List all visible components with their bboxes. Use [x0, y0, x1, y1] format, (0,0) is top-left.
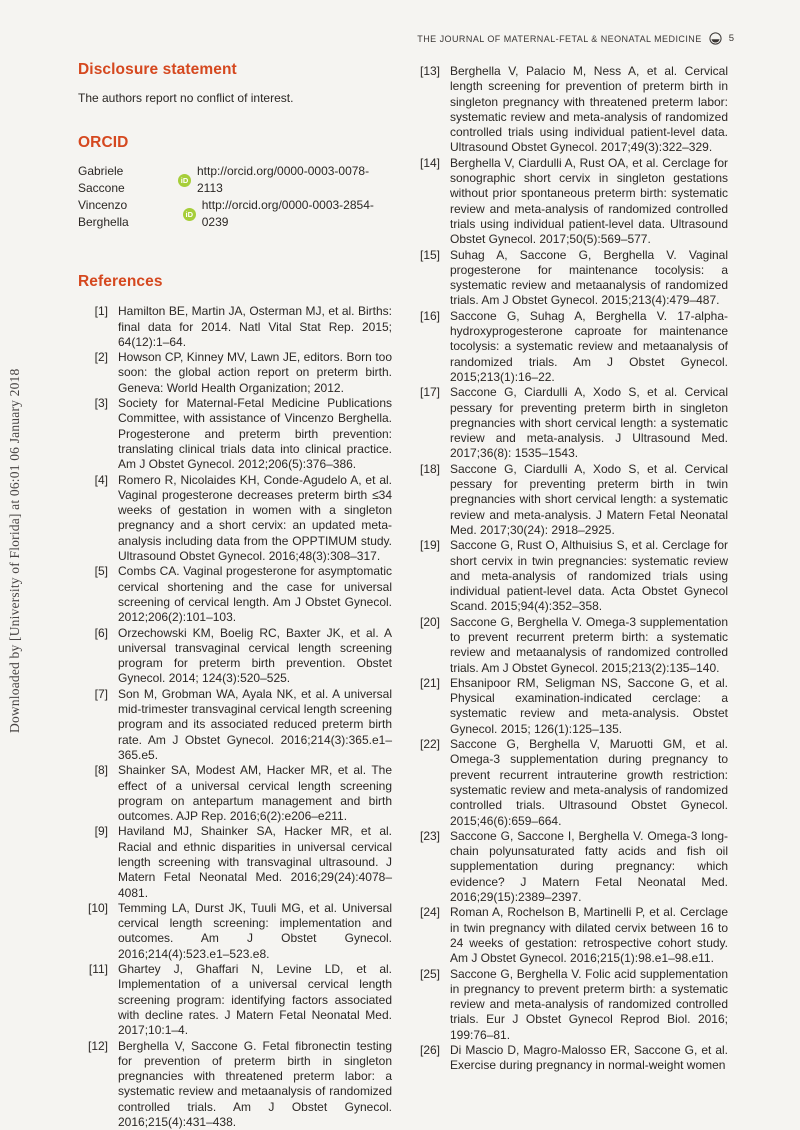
reference-number: [3] — [94, 396, 108, 411]
reference-item — [78, 626, 392, 687]
reference-text: Suhag A, Saccone G, Berghella V. Vaginal progesterone for maintenance tocolysis: a systematic review and metaanalysis of randomized trials. Am J Obstet Gynecol. 2015;213(4):479–487. — [450, 247, 728, 308]
reference-text: Saccone G, Saccone I, Berghella V. Omega-3 long-chain polyunsaturated fatty acids and fish oil supplementation during pregnancy: which evidence? J Matern Fetal Neonatal Med. 2016;29(15):2389–2397. — [450, 828, 728, 905]
reference-number: [2] — [94, 350, 108, 365]
orcid-heading: ORCID — [78, 134, 129, 152]
reference-text: Saccone G, Suhag A, Berghella V. 17-alpha-hydroxyprogesterone caproate for maintenance tocolysis: a systematic review and metaanalysis of randomized trials. Am J Obstet Gynecol. 2015;213(1):16–22. — [450, 308, 728, 384]
orcid-icon: iD — [183, 208, 196, 221]
reference-number: [26] — [419, 1043, 440, 1057]
reference-item — [410, 905, 728, 966]
orcid-icon: iD — [178, 174, 191, 187]
reference-number: [5] — [94, 564, 108, 579]
reference-number: [17] — [419, 385, 440, 400]
reference-text: Shainker SA, Modest AM, Hacker MR, et al. The effect of a universal cervical length screening program on antepartum management and birth outcomes. AJP Rep. 2016;6(2):e206–e211. — [118, 763, 392, 824]
reference-text: Berghella V, Ciardulli A, Rust OA, et al. Cerclage for sonographic short cervix in singleton gestations without prior spontaneous preterm birth: systematic review and meta-analysis of randomized controlled trials using individual patient-level data. Ultrasound Obstet Gynecol. 2017;50(5):569–577. — [450, 155, 728, 247]
orcid-link[interactable]: http://orcid.org/0000-0003-2854-0239 — [201, 198, 374, 230]
orcid-link[interactable]: http://orcid.org/0000-0003-0078-2113 — [196, 164, 370, 196]
orcid-author-name: Vincenzo Berghella — [78, 198, 129, 230]
reference-number: [21] — [419, 675, 440, 690]
orcid-entry — [78, 197, 392, 231]
reference-text: Saccone G, Berghella V, Maruotti GM, et al. Omega-3 supplementation during pregnancy to prevent recurrent intrauterine growth restriction: systematic review and meta-analysis of randomized controlled trials. Ultrasound Obstet Gynecol. 2015;46(6):659–664. — [450, 737, 728, 828]
reference-text: Society for Maternal-Fetal Medicine Publications Committee, with assistance of Vincenzo Berghella. Progesterone and preterm birth prevention: translating clinical trials data into clinical practice. Am J Obstet Gynecol. 2012;206(5):376–386. — [118, 396, 392, 472]
reference-item — [410, 737, 728, 829]
left-column — [78, 60, 392, 1130]
reference-item — [78, 396, 392, 472]
disclosure-body: The authors report no conflict of interest. — [78, 91, 294, 105]
reference-item — [410, 156, 728, 248]
reference-number: [24] — [419, 905, 440, 920]
reference-text: Saccone G, Berghella V. Omega-3 supplementation to prevent recurrent preterm birth: a systematic review and metaanalysis of randomized controlled trials. Am J Obstet Gynecol. 2015;213(2):135–140. — [450, 614, 728, 675]
reference-item — [410, 462, 728, 538]
reference-number: [7] — [94, 686, 108, 701]
reference-text: Orzechowski KM, Boelig RC, Baxter JK, et al. A universal transvaginal cervical length screening program for preterm birth prevention. Obstet Gynecol. 2014; 124(3):520–525. — [118, 625, 392, 686]
journal-title: THE JOURNAL OF MATERNAL-FETAL & NEONATAL MEDICINE — [417, 33, 702, 44]
references-section — [78, 272, 392, 1130]
disclosure-heading: Disclosure statement — [78, 61, 237, 78]
publisher-logo-icon — [709, 32, 722, 45]
reference-item — [78, 962, 392, 1038]
running-head — [417, 32, 734, 45]
reference-item — [78, 824, 392, 900]
reference-number: [11] — [88, 962, 108, 977]
reference-number: [22] — [419, 737, 440, 752]
reference-item — [410, 615, 728, 676]
page-number: 5 — [728, 33, 734, 44]
reference-number: [19] — [419, 538, 440, 553]
reference-text: Berghella V, Palacio M, Ness A, et al. Cervical length screening for prevention of preterm birth in singleton pregnancy with threatened preterm labor: systematic review and meta-analysis of randomized controlled trials using individual patient-level data. Ultrasound Obstet Gynecol. 2017;49(3):322–329. — [450, 64, 728, 155]
reference-number: [8] — [94, 763, 108, 778]
reference-item — [78, 473, 392, 565]
reference-text: Son M, Grobman WA, Ayala NK, et al. A universal mid-trimester transvaginal cervical length screening program and its associated reduced preterm birth rate. Am J Obstet Gynecol. 2016;214(3):365.e1–365.e5. — [118, 686, 392, 762]
reference-number: [16] — [419, 308, 440, 323]
reference-text: Saccone G, Rust O, Althuisius S, et al. Cerclage for short cervix in twin pregnancies: systematic review and meta-analysis of randomized trials using individual patient-level data. Acta Obstet Gynecol Scand. 2015;94(4):352–358. — [450, 538, 728, 614]
reference-number: [9] — [94, 824, 108, 839]
download-watermark: Downloaded by [University of Florida] at 06:01 06 January 2018 — [7, 368, 22, 733]
reference-number: [12] — [87, 1038, 108, 1053]
reference-text: Roman A, Rochelson B, Martinelli P, et al. Cerclage in twin pregnancy with dilated cervix between 16 to 24 weeks of gestation: retrospective cohort study. Am J Obstet Gynecol. 2016;215(1):98.e1–98.e11. — [450, 905, 728, 966]
reference-number: [23] — [419, 828, 440, 843]
reference-item — [78, 564, 392, 625]
reference-item — [410, 967, 728, 1043]
reference-text: Berghella V, Saccone G. Fetal fibronectin testing for prevention of preterm birth in singleton pregnancies with threatened preterm labor: a systematic review and metaanalysis of randomized controlled trials. Am J Obstet Gynecol. 2016;215(4):431–438. — [118, 1038, 392, 1130]
reference-item — [78, 901, 392, 962]
reference-text: Saccone G, Berghella V. Folic acid supplementation in pregnancy to prevent preterm birth: a systematic review and meta-analysis of randomized controlled trials. Eur J Obstet Gynecol Reprod Biol. 2016; 199:76–81. — [450, 966, 728, 1042]
reference-text: Haviland MJ, Shainker SA, Hacker MR, et al. Racial and ethnic disparities in universal cervical length screening with transvaginal ultrasound. J Matern Fetal Neonatal Med. 2016;29(24):4078–4081. — [118, 824, 392, 900]
reference-text: Saccone G, Ciardulli A, Xodo S, et al. Cervical pessary for preventing preterm birth in twin pregnancies with short cervical length: a systematic review and meta-analysis. J Matern Fetal Neonatal Med. 2017;30(24): 2918–2925. — [450, 461, 728, 537]
reference-number: [4] — [94, 472, 108, 487]
reference-text: Romero R, Nicolaides KH, Conde-Agudelo A, et al. Vaginal progesterone decreases preterm birth ≤34 weeks of gestation in women with a singleton pregnancy and a short cervix: an updated meta-analysis including data from the OPPTIMUM study. Ultrasound Obstet Gynecol. 2016;48(3):308–317. — [118, 472, 392, 564]
reference-number: [1] — [94, 304, 108, 319]
reference-item — [410, 248, 728, 309]
reference-text: Hamilton BE, Martin JA, Osterman MJ, et al. Births: final data for 2014. Natl Vital Stat Rep. 2015; 64(12):1–64. — [118, 304, 392, 349]
reference-item — [78, 304, 392, 350]
reference-item — [410, 676, 728, 737]
reference-number: [14] — [419, 155, 440, 170]
reference-number: [20] — [419, 614, 440, 629]
reference-text: Ghartey J, Ghaffari N, Levine LD, et al. Implementation of a universal cervical length screening program: identifying factors associated with decline rates. J Matern Fetal Neonatal Med. 2017;10:1–4. — [118, 962, 392, 1038]
reference-number: [15] — [419, 247, 440, 262]
reference-item — [78, 350, 392, 396]
reference-item — [410, 829, 728, 905]
reference-item — [78, 687, 392, 763]
reference-number: [10] — [87, 900, 108, 915]
reference-text: Temming LA, Durst JK, Tuuli MG, et al. Universal cervical length screening: implementation and outcomes. Am J Obstet Gynecol. 2016;214(4):523.e1–523.e8. — [118, 900, 392, 961]
reference-item — [78, 1039, 392, 1130]
reference-number: [13] — [419, 64, 440, 78]
references-heading: References — [78, 273, 163, 291]
reference-list-left — [78, 304, 392, 1130]
reference-item — [410, 309, 728, 385]
right-column — [410, 64, 728, 1074]
orcid-author-name: Gabriele Saccone — [78, 164, 125, 196]
reference-item — [410, 538, 728, 614]
reference-text: Saccone G, Ciardulli A, Xodo S, et al. Cervical pessary for preventing preterm birth in singleton pregnancies with short cervical length: a systematic review and meta-analysis. J Ultrasound Med. 2017;36(8): 1535–1543. — [450, 385, 728, 461]
reference-text: Di Mascio D, Magro-Malosso ER, Saccone G, et al. Exercise during pregnancy in normal-weight women — [450, 1043, 728, 1073]
reference-text: Ehsanipoor RM, Seligman NS, Saccone G, et al. Physical examination-indicated cerclage: a systematic review and meta-analysis. Obstet Gynecol. 2015; 126(1):125–135. — [450, 675, 728, 736]
reference-number: [25] — [419, 966, 440, 981]
reference-number: [6] — [94, 625, 108, 640]
reference-list-right — [410, 64, 728, 1074]
reference-number: [18] — [419, 461, 440, 476]
reference-text: Combs CA. Vaginal progesterone for asymptomatic cervical shortening and the case for universal screening of cervical length. Am J Obstet Gynecol. 2012;206(2):101–103. — [118, 564, 392, 625]
reference-item — [410, 1043, 728, 1074]
orcid-entry — [78, 163, 392, 197]
reference-item — [410, 64, 728, 156]
reference-item — [410, 385, 728, 461]
orcid-list — [78, 163, 392, 231]
reference-item — [78, 763, 392, 824]
orcid-section — [78, 133, 392, 231]
reference-text: Howson CP, Kinney MV, Lawn JE, editors. Born too soon: the global action report on preterm birth. Geneva: World Health Organization; 2012. — [118, 350, 392, 395]
